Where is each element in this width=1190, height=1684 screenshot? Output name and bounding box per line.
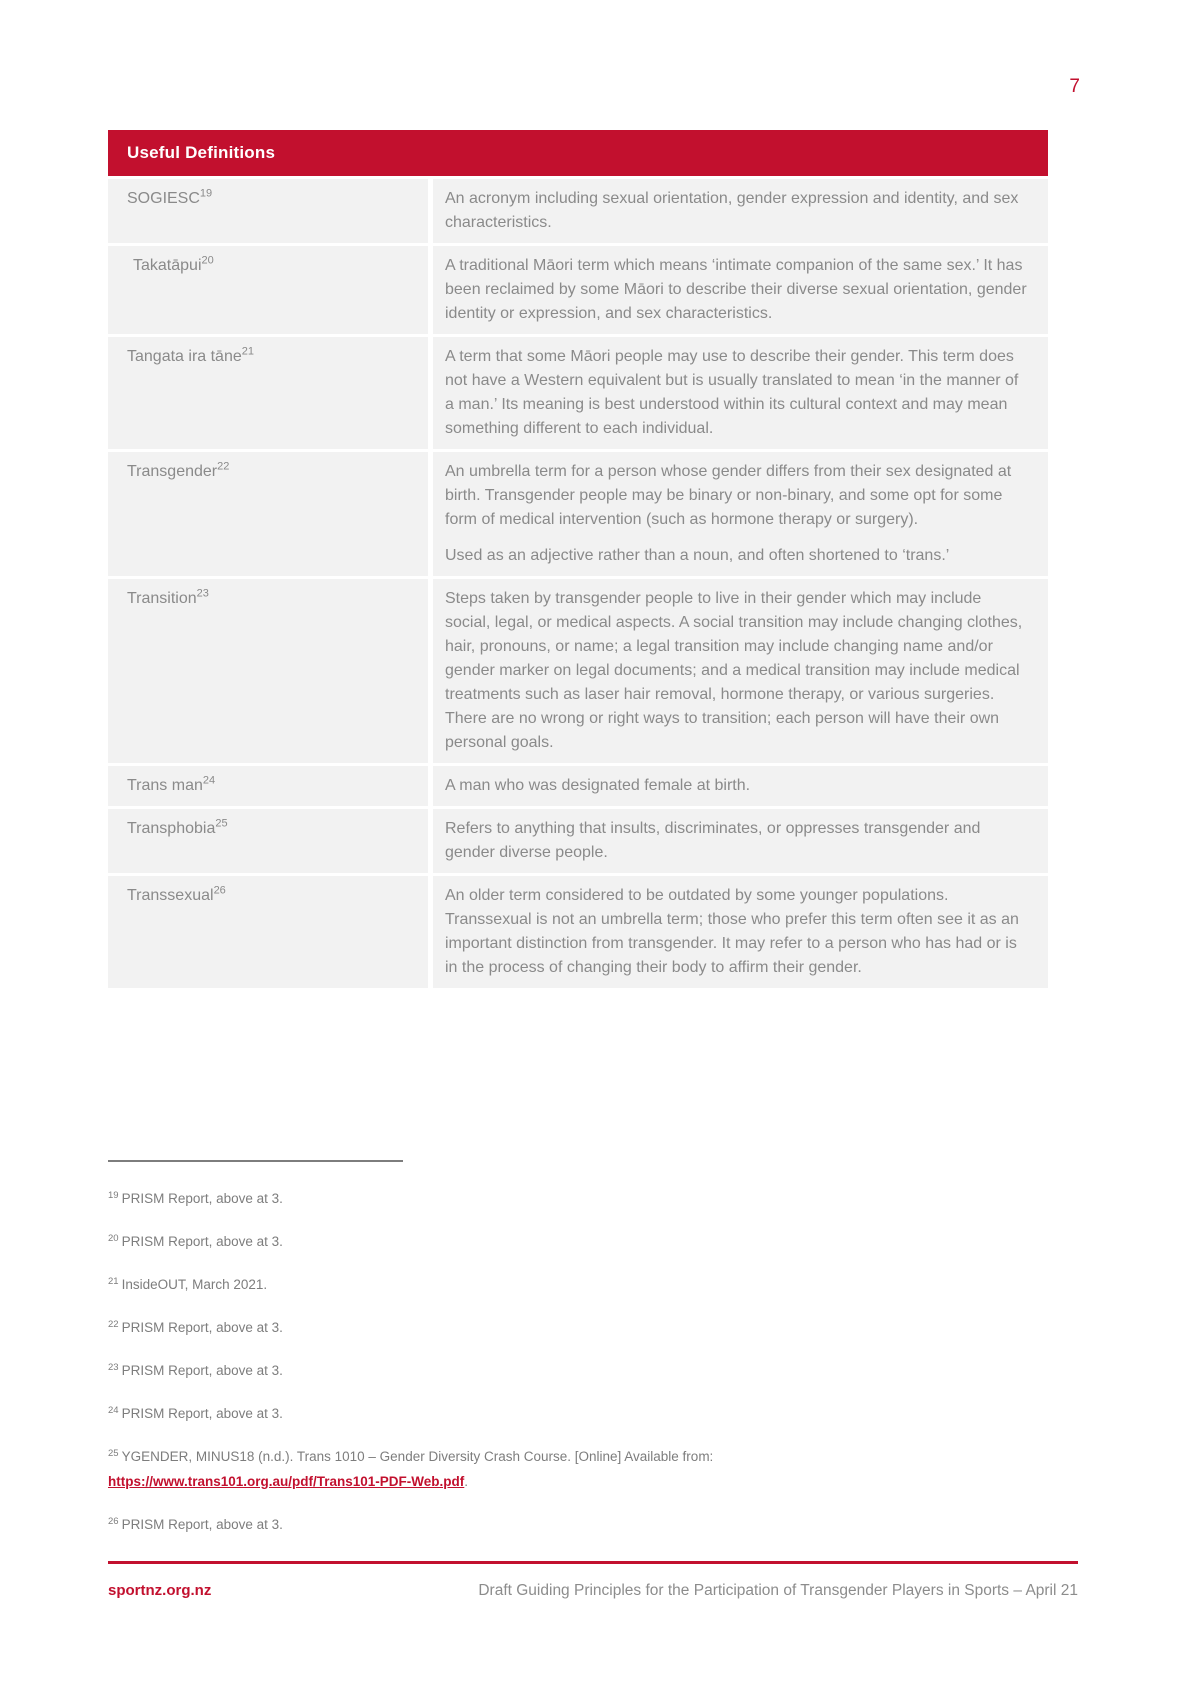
footnote-text-after-link: . — [464, 1474, 469, 1489]
definition-cell — [433, 246, 1048, 334]
definition-cell — [433, 179, 1048, 243]
definition-cell — [433, 452, 1048, 576]
footnote — [108, 1444, 1038, 1494]
footnote-ref: 19 — [199, 187, 213, 200]
footnote-ref: 22 — [217, 460, 230, 473]
footnote-number: 23 — [108, 1361, 119, 1373]
footnote-number: 24 — [108, 1404, 119, 1416]
definition-text: An umbrella term for a person whose gender differs from their sex designated at birth. Transgender people may be binary or non-binary, and some opt for some form of medical intervention (such as hormone therapy or surgery). — [445, 463, 1012, 528]
footer-document-title: Draft Guiding Principles for the Participation of Transgender Players in Sports – April 21 — [478, 1582, 1078, 1599]
definition-text: An older term considered to be outdated by some younger populations. Transsexual is not an umbrella term; those who prefer this term often see it as an important distinction from transgender. It may refer to a person who has had or is in the process of changing their body to affirm their gender. — [445, 887, 1019, 976]
definition-text: A term that some Māori people may use to describe their gender. This term does not have a Western equivalent but is usually translated to mean ‘in the manner of a man.’ Its meaning is best understood within its cultural context and may mean something different to each individual. — [445, 348, 1019, 437]
footnote-number: 26 — [108, 1515, 119, 1527]
footnote-text: PRISM Report, above at 3. — [121, 1234, 283, 1249]
footnote-ref: 25 — [215, 817, 228, 830]
footnote-text: PRISM Report, above at 3. — [121, 1363, 283, 1378]
table-row — [108, 579, 1048, 763]
footnote-number: 20 — [108, 1232, 119, 1244]
footnote-text: PRISM Report, above at 3. — [121, 1320, 283, 1335]
page-number: 7 — [1069, 76, 1080, 97]
footnote-text: InsideOUT, March 2021. — [121, 1277, 268, 1292]
definition-text: A man who was designated female at birth. — [445, 777, 751, 794]
footnote-number: 22 — [108, 1318, 119, 1330]
definition-text: Used as an adjective rather than a noun, and often shortened to ‘trans.’ — [445, 547, 950, 564]
term-cell — [108, 179, 428, 243]
footnote — [108, 1229, 1038, 1254]
table-row — [108, 246, 1048, 334]
table-row — [108, 766, 1048, 806]
term-cell — [108, 579, 428, 763]
table-row — [108, 809, 1048, 873]
footer-site-name: sportnz.org.nz — [108, 1582, 212, 1599]
footer-divider — [108, 1561, 1078, 1564]
footnote-number: 25 — [108, 1447, 119, 1459]
term-label: Tangata ira tāne — [127, 348, 242, 365]
term-label: Trans man — [127, 777, 203, 794]
definition-cell — [433, 766, 1048, 806]
footnote — [108, 1512, 1038, 1537]
footnote — [108, 1272, 1038, 1297]
footnote — [108, 1315, 1038, 1340]
term-cell — [108, 337, 428, 449]
definition-text: An acronym including sexual orientation, gender expression and identity, and sex characteristics. — [445, 190, 1019, 231]
definition-text: Refers to anything that insults, discriminates, or oppresses transgender and gender diverse people. — [445, 820, 981, 861]
term-cell — [108, 766, 428, 806]
footnote-ref: 23 — [196, 587, 209, 600]
footnote-ref: 24 — [202, 774, 216, 787]
table-header-title: Useful Definitions — [127, 143, 276, 162]
footnote-number: 19 — [108, 1189, 119, 1201]
table-row — [108, 876, 1048, 988]
footnote-text: PRISM Report, above at 3. — [121, 1406, 283, 1421]
footnotes-section — [108, 1186, 1038, 1555]
term-label: Transsexual — [127, 887, 214, 904]
term-cell — [108, 876, 428, 988]
footnote-number: 21 — [108, 1275, 119, 1287]
definition-text: Steps taken by transgender people to live in their gender which may include social, legal, or medical aspects. A social transition may include changing clothes, hair, pronouns, or name; a legal transition may include changing name and/or gender marker on legal documents; and a medical transition may include medical treatments such as laser hair removal, hormone therapy, or various surgeries. There are no wrong or right ways to transition; each person will have their own personal goals. — [445, 590, 1023, 751]
definition-text: A traditional Māori term which means ‘intimate companion of the same sex.’ It has been reclaimed by some Māori to describe their diverse sexual orientation, gender identity or expression, and sex characteristics. — [445, 257, 1027, 322]
definition-cell — [433, 337, 1048, 449]
footnote — [108, 1401, 1038, 1426]
definition-cell — [433, 809, 1048, 873]
footnote-text: YGENDER, MINUS18 (n.d.). Trans 1010 – Gender Diversity Crash Course. [Online] Available from: — [121, 1449, 714, 1464]
definition-cell — [433, 579, 1048, 763]
table-row — [108, 452, 1048, 576]
useful-definitions-table — [108, 130, 1048, 988]
footnote — [108, 1186, 1038, 1211]
footnote-text: PRISM Report, above at 3. — [121, 1191, 283, 1206]
footnote — [108, 1358, 1038, 1383]
term-cell — [108, 809, 428, 873]
footnote-ref: 20 — [201, 254, 214, 267]
footnote-text: PRISM Report, above at 3. — [121, 1517, 283, 1532]
term-cell — [108, 246, 428, 334]
page-footer — [108, 1582, 1078, 1600]
term-label: Transphobia — [127, 820, 216, 837]
term-label: Transition — [127, 590, 197, 607]
table-row — [108, 337, 1048, 449]
footnote-separator — [108, 1160, 403, 1162]
table-header-bar — [108, 130, 1048, 176]
footnote-url-link[interactable]: https://www.trans101.org.au/pdf/Trans101-PDF-Web.pdf — [108, 1474, 465, 1489]
footnote-ref: 26 — [213, 884, 226, 897]
term-label: Transgender — [127, 463, 218, 480]
term-cell — [108, 452, 428, 576]
definition-cell — [433, 876, 1048, 988]
term-label: Takatāpui — [133, 257, 202, 274]
term-label: SOGIESC — [127, 190, 200, 207]
table-row — [108, 179, 1048, 243]
footnote-ref: 21 — [241, 345, 254, 358]
